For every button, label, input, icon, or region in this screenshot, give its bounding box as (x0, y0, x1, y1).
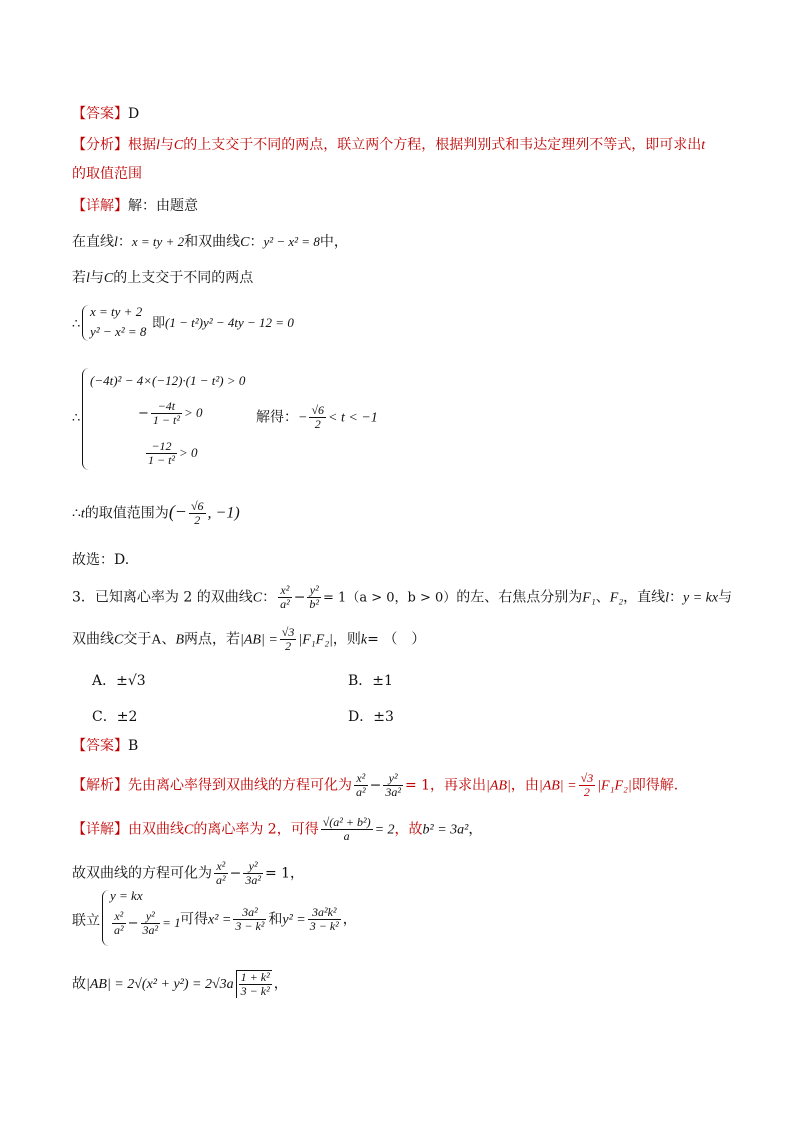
q3-f1-den: a² (280, 597, 290, 611)
d3x-l2-f2-den: 3a² (245, 873, 261, 887)
join-label: 联立 (72, 913, 100, 929)
ineq3-num: −12 (146, 440, 177, 454)
d-l: l (114, 235, 118, 250)
answer3-value: B (128, 738, 139, 754)
solve-minus: − (298, 410, 308, 426)
d3x-text-a: 由双曲线 (128, 821, 184, 838)
sys3-frac-1 (112, 910, 126, 937)
sys3-eq-a: y = kx (110, 888, 143, 903)
detail-tag: 【详解】 (72, 198, 128, 214)
sys3-y2-den: 3 − k² (309, 919, 339, 933)
choose-line: 故选：D. (72, 552, 130, 568)
detail3-line-1 (72, 816, 482, 843)
last-den: 3 − k² (240, 984, 270, 998)
d-text-b: 和双曲线 (184, 234, 241, 250)
q3-f2-den: b² (309, 597, 320, 611)
range-therefore: ∴ (72, 505, 81, 522)
d-text-c: 中， (319, 234, 348, 250)
analysis-text-c: 的取值范围 (72, 166, 142, 182)
system-brace-3 (102, 890, 109, 946)
d3x-l2-frac-2 (243, 860, 263, 887)
q3-text-b: 的左、右焦点分别为 (456, 589, 583, 606)
q3-f1-num: x² (278, 584, 292, 598)
d-eq1: x = ty + 2 (131, 234, 185, 249)
solve-num: √6 (311, 403, 325, 417)
last-num: 1 + k² (240, 970, 270, 984)
analysis3-line (72, 772, 678, 799)
sys3-x2-den: 3 − k² (235, 919, 265, 933)
d-colon: ： (117, 234, 132, 250)
sys3-f1-den: a² (114, 923, 124, 937)
q3-line-2 (72, 626, 425, 653)
last-a: 故 (72, 976, 86, 992)
ineq2-frac (151, 400, 182, 427)
q3-eq1: = 1（a > 0，b > 0） (323, 590, 457, 606)
detail-line-1 (72, 196, 198, 216)
ineq3-den: 1 − t² (148, 453, 176, 467)
a3-ab2: |AB| = (538, 778, 577, 794)
sys3-x2-num: 3a² (233, 906, 266, 920)
therefore-mark-2: ∴ (72, 411, 81, 426)
d3-b: 与 (89, 270, 104, 286)
analysis-and: 与 (159, 137, 174, 153)
detail3-line-2 (72, 860, 304, 887)
q3-l2-B: B (175, 632, 185, 648)
d3x-l2-minus: − (229, 865, 242, 882)
range-t: t (80, 506, 85, 522)
sys3-x2: x² = (208, 912, 232, 928)
a3-frac-3 (579, 772, 596, 799)
analysis3-tag: 【解析】 (72, 777, 128, 794)
sys3-eq-b (110, 910, 181, 937)
s1-eq: (1 − t²)y² − 4ty − 12 = 0 (165, 315, 294, 330)
q3-C: C (252, 590, 263, 606)
d3-C: C (103, 271, 114, 286)
sys3-frac-2 (141, 910, 161, 937)
analysis-C: C (173, 138, 184, 153)
range-frac (189, 500, 206, 527)
d3x-text-d: ， (468, 821, 483, 838)
sys3-result (180, 906, 357, 933)
sys3-y2-frac (308, 906, 341, 933)
sys3-eq: = 1 (162, 915, 181, 930)
q3-l2-den: 2 (285, 639, 292, 653)
a3-f1-den: a² (356, 785, 366, 799)
d3x-s-den: a (343, 829, 350, 843)
last-ab: |AB| = 2√(x² + y²) = 2√3a (86, 977, 234, 992)
last-sqrt-frac (236, 970, 272, 998)
sys3-f2-den: 3a² (142, 923, 159, 937)
a3-text-b: ，由 (510, 777, 539, 794)
q3-l2-k: k (360, 632, 368, 648)
d3x-s-num: √(a² + b²) (322, 815, 371, 829)
q3-number: 3． (72, 589, 95, 606)
a3-eq: = 1，再求出 (404, 777, 487, 794)
option-c: C．±2 (92, 709, 138, 725)
q3-l2-f: |F₁F₂| (298, 632, 333, 648)
detail3-tag: 【详解】 (72, 821, 128, 838)
system1-eq-a: x = ty + 2 (90, 304, 143, 319)
q3-line-eq: y = kx (683, 590, 719, 606)
d-eq2: y² − x² = 8 (263, 234, 320, 249)
q3-text-c: ，直线 (623, 589, 666, 606)
d3-a: 若 (72, 270, 86, 286)
a3-r-num: √3 (580, 771, 594, 785)
q3-colon: ： (262, 589, 277, 606)
option-d: D．±3 (348, 709, 394, 725)
a3-frac-2 (383, 772, 403, 799)
d3-c: 的上支交于不同的两点 (113, 270, 254, 286)
a3-f2-den: 3a² (385, 785, 401, 799)
therefore-mark: ∴ (72, 317, 81, 332)
last-end: ， (273, 976, 288, 992)
solve-den: 2 (314, 417, 321, 431)
d3x-b-eq: b² = 3a² (422, 822, 469, 838)
a3-frac-1 (354, 772, 368, 799)
solve-result (256, 404, 378, 431)
q3-frac-1 (278, 584, 292, 611)
a3-minus: − (369, 777, 382, 794)
ineq2-suffix: > 0 (183, 405, 203, 420)
d-C: C (240, 235, 250, 250)
sys3-comma: ， (342, 911, 357, 928)
detail-line-2 (72, 232, 348, 253)
sys3-minus: − (127, 916, 139, 931)
a3-f2-num: y² (383, 772, 403, 786)
solve-rest: < t < −1 (328, 410, 378, 426)
q3-l2-e: = （ ） (367, 631, 426, 648)
q3-l2-A: A (151, 632, 162, 648)
q3-minus: − (293, 589, 306, 606)
d3x-l2-f2-num: y² (243, 860, 263, 874)
analysis-line-1 (72, 135, 705, 156)
q3-l2-d: ，则 (332, 631, 361, 648)
ineq2-prefix: − (138, 406, 149, 421)
answer-line-1 (72, 104, 139, 124)
range-line (72, 500, 240, 527)
q3-l2-a: 双曲线 (72, 631, 114, 648)
ineq3-suffix: > 0 (179, 445, 198, 460)
ineq-3 (144, 440, 198, 467)
q3-colon2: ： (669, 589, 683, 606)
q3-l2-sep: 、 (161, 631, 176, 648)
a3-ab: |AB| (486, 778, 511, 794)
solve-label: 解得： (256, 409, 298, 426)
sys3-get: 可得 (180, 911, 208, 928)
sys3-f2-num: y² (141, 910, 161, 924)
option-b: B．±1 (348, 673, 393, 689)
d3x-C: C (184, 822, 194, 838)
d3x-l2-frac-1 (214, 860, 228, 887)
q3-F2: F₂ (609, 590, 624, 606)
q3-l2-b: 交于 (123, 631, 152, 648)
analysis-l: l (156, 138, 160, 153)
q3-text-a: 已知离心率为 2 的双曲线 (94, 589, 253, 606)
d3x-text-c: ，故 (394, 821, 423, 838)
ineq-1: (−4t)² − 4×(−12)·(1 − t²) > 0 (90, 373, 246, 388)
a3-f: |F₁F₂| (597, 778, 632, 794)
d3x-s-eq: = 2 (374, 822, 395, 838)
sys3-y2-num: 3a²k² (308, 906, 341, 920)
s1-then: 即 (152, 316, 166, 331)
range-text: 的取值范围为 (84, 505, 169, 522)
sys3-y2: y² = (282, 912, 306, 928)
d3-l: l (86, 271, 90, 286)
system-brace-1 (82, 305, 89, 341)
a3-text-c: 即得解. (631, 777, 679, 794)
q3-line-1 (72, 584, 732, 611)
detail-text: 解：由题意 (128, 198, 198, 214)
d-colon-2: ： (249, 234, 264, 250)
q3-frac-2 (307, 584, 321, 611)
detail3-last-line (72, 970, 288, 998)
q3-sep: 、 (595, 589, 610, 606)
analysis-text: 根据 (128, 137, 156, 153)
analysis-t: t (701, 138, 706, 153)
analysis-line-2 (72, 164, 142, 184)
ineq2-den: 1 − t² (152, 413, 180, 427)
detail-line-3 (72, 268, 253, 289)
d3x-frac (321, 816, 373, 843)
d-text: 在直线 (72, 234, 114, 250)
sys3-x2-frac (233, 906, 266, 933)
range-den: 2 (194, 513, 201, 527)
q3-l2-num: √3 (281, 625, 295, 639)
a3-text-a: 先由离心率得到双曲线的方程可化为 (128, 777, 352, 794)
solve-frac (309, 404, 326, 431)
q3-l2-c: 两点，若 (184, 631, 241, 648)
q3-F1: F₁ (582, 590, 596, 606)
answer-tag: 【答案】 (72, 106, 128, 122)
d3x-l2-f1-num: x² (214, 860, 228, 874)
q3-l: l (665, 590, 669, 606)
ineq2-num: −4t (151, 400, 182, 414)
d3x-l2-a: 故双曲线的方程可化为 (72, 865, 212, 882)
d3x-l2-f1-den: a² (216, 873, 226, 887)
d3x-l2-eq: = 1， (264, 865, 305, 882)
answer3-tag: 【答案】 (72, 738, 128, 754)
answer-line-3 (72, 736, 138, 756)
range-close: , −1) (207, 504, 240, 522)
sys3-and: 和 (268, 911, 283, 928)
q3-f2-num: y² (307, 584, 321, 598)
system1-eq-b: y² − x² = 8 (90, 324, 147, 339)
analysis-tag: 【分析】 (72, 137, 128, 153)
q3-l2-frac (280, 626, 297, 653)
d3x-text-b: 的离心率为 2，可得 (193, 821, 319, 838)
answer-value: D (128, 106, 140, 122)
analysis-text-b: 的上支交于不同的两点，联立两个方程，根据判别式和韦达定理列不等式，即可求出 (183, 137, 702, 153)
sys3-f1-num: x² (112, 910, 126, 924)
range-num: √6 (190, 499, 204, 513)
a3-f1-num: x² (354, 772, 368, 786)
a3-r-den: 2 (583, 785, 590, 799)
range-open: (− (168, 501, 187, 522)
q3-l2-C: C (114, 632, 124, 648)
option-a: A．±√3 (92, 673, 146, 689)
system1-result (152, 314, 294, 333)
q3-l2-ab: |AB| = (240, 632, 278, 648)
ineq-2 (138, 400, 202, 427)
system-brace-2 (82, 368, 89, 470)
q3-text-d: 与 (718, 589, 733, 606)
ineq3-frac (146, 440, 177, 467)
